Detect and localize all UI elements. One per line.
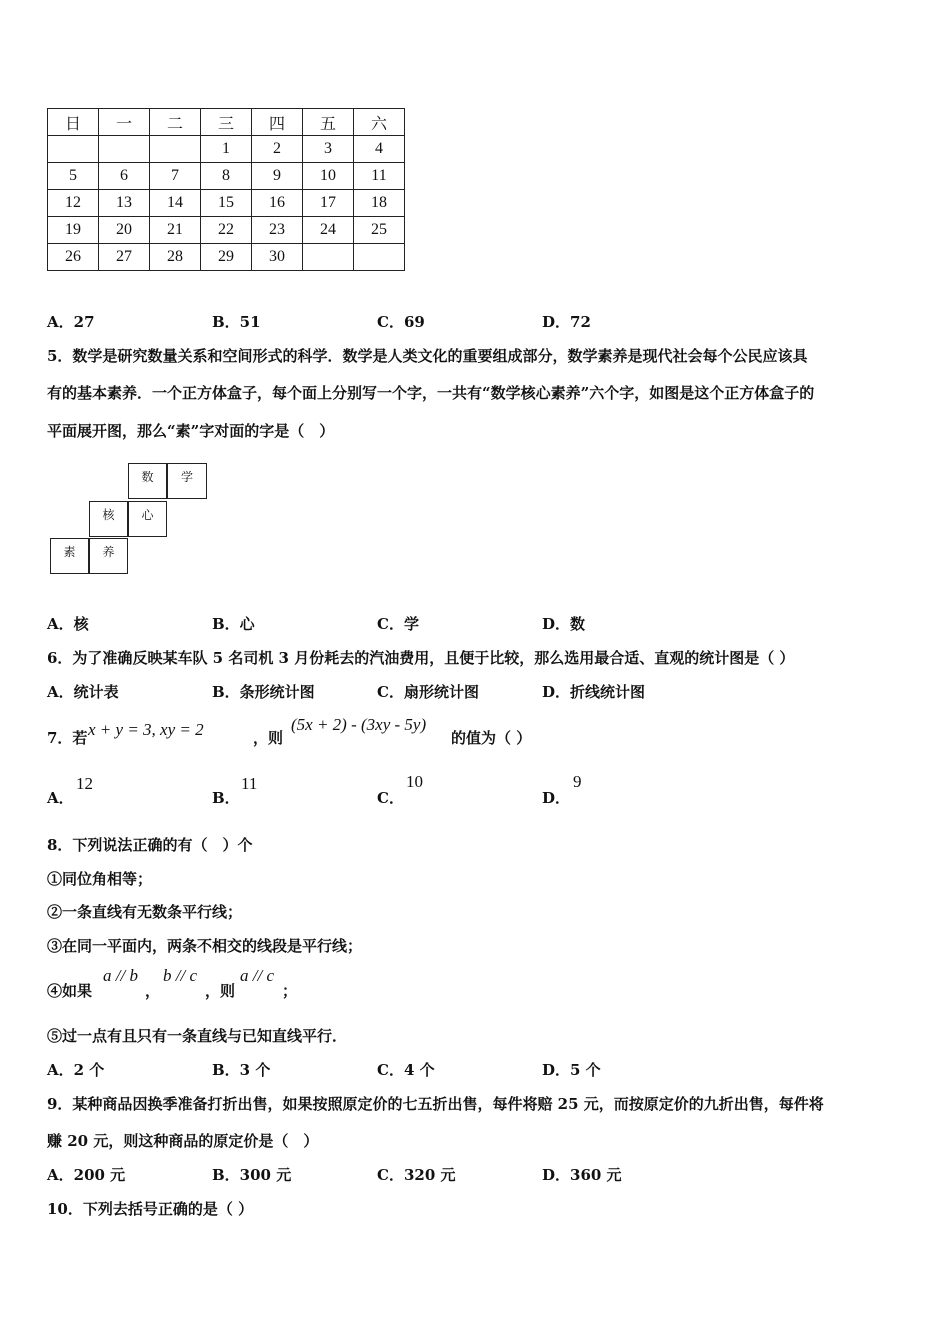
net-face: 数 [128,463,167,499]
q7-option-c-value: 10 [406,772,423,791]
calendar-cell: 14 [150,190,201,217]
calendar-row [48,244,405,271]
calendar-cell: 29 [201,244,252,271]
q7-mid: ，则 [253,729,284,747]
q4-option-a: A．27 [47,313,95,331]
q9-option-c: C．320 元 [377,1166,456,1184]
q8-statement-1: ①同位角相等； [47,870,153,888]
calendar-cell: 23 [252,217,303,244]
calendar-cell: 30 [252,244,303,271]
calendar-cell: 3 [303,136,354,163]
calendar-cell: 11 [354,163,405,190]
calendar-cell [150,136,201,163]
q7-suffix: 的值为（ ） [451,729,532,747]
q8-statement-4-end: ； [282,982,298,1000]
calendar-cell: 20 [99,217,150,244]
calendar-cell: 17 [303,190,354,217]
q9-line-2: 赚 20 元，则这种商品的原定价是（ ） [47,1132,319,1150]
q5-option-c: C．学 [377,615,419,633]
calendar-row [48,163,405,190]
q7-option-a-value: 12 [76,774,93,793]
q7-condition: x + y = 3, xy = 2 [88,720,204,739]
q8-title: 8．下列说法正确的有（ ）个 [47,836,253,854]
q6-option-a: A．统计表 [47,683,119,701]
q8-statement-4-comma: ， [145,982,161,1000]
net-face: 核 [89,501,128,537]
calendar-cell: 24 [303,217,354,244]
calendar-cell: 12 [48,190,99,217]
calendar-cell: 15 [201,190,252,217]
q8-option-b: B．3 个 [212,1061,271,1079]
calendar-header-cell: 日 [48,109,99,136]
calendar-header-cell: 五 [303,109,354,136]
q7-option-b-label: B． [212,789,240,807]
q8-statement-4-math-3: a // c [240,966,274,985]
calendar-cell: 13 [99,190,150,217]
q7-expression: (5x + 2) - (3xy - 5y) [291,715,427,734]
q7-option-d-value: 9 [573,772,582,791]
net-face: 心 [128,501,167,537]
q5-line-2: 有的基本素养．一个正方体盒子，每个面上分别写一个字，一共有“数学核心素养”六个字，如图是这个正方体盒子的 [47,384,815,402]
calendar-cell: 27 [99,244,150,271]
q4-option-d: D．72 [542,313,591,331]
q8-statement-4-math-2: b // c [163,966,197,985]
q10-text: 10．下列去括号正确的是（ ） [47,1200,254,1218]
net-face: 学 [167,463,207,499]
net-face: 养 [89,538,128,574]
calendar-cell: 2 [252,136,303,163]
q8-statement-4-math-1: a // b [103,966,138,985]
calendar-header-row [48,109,405,136]
q5-option-a: A．核 [47,615,89,633]
calendar-cell: 5 [48,163,99,190]
q8-statement-5: ⑤过一点有且只有一条直线与已知直线平行． [47,1027,348,1045]
q8-statement-3: ③在同一平面内，两条不相交的线段是平行线； [47,937,363,955]
q5-line-1: 5．数学是研究数量关系和空间形式的科学．数学是人类文化的重要组成部分，数学素养是现代社会每个公民应该具 [47,347,808,365]
q8-statement-4-prefix: ④如果 [47,982,93,1000]
calendar-header-cell: 三 [201,109,252,136]
calendar-cell [48,136,99,163]
calendar-cell [99,136,150,163]
calendar-row [48,190,405,217]
calendar-cell: 28 [150,244,201,271]
q8-statement-4-then: ，则 [205,982,236,1000]
calendar-cell: 22 [201,217,252,244]
calendar-cell: 18 [354,190,405,217]
calendar-header-cell: 四 [252,109,303,136]
q9-option-a: A．200 元 [47,1166,126,1184]
q8-option-c: C．4 个 [377,1061,435,1079]
q7-option-d-label: D． [542,789,571,807]
calendar-cell: 6 [99,163,150,190]
calendar-header-cell: 一 [99,109,150,136]
q5-option-d: D．数 [542,615,586,633]
calendar-header-cell: 二 [150,109,201,136]
calendar-cell [303,244,354,271]
calendar-header-cell: 六 [354,109,405,136]
calendar-cell: 19 [48,217,99,244]
q5-line-3: 平面展开图，那么“素”字对面的字是（ ） [47,422,335,440]
calendar-cell: 26 [48,244,99,271]
calendar-row [48,217,405,244]
q5-option-b: B．心 [212,615,255,633]
calendar-cell [354,244,405,271]
q6-text: 6．为了准确反映某车队 5 名司机 3 月份耗去的汽油费用，且便于比较，那么选用最合适、直观的统计图是（ ） [47,649,795,667]
q7-option-c-label: C． [377,789,404,807]
q8-statement-2: ②一条直线有无数条平行线； [47,903,243,921]
q8-option-a: A．2 个 [47,1061,105,1079]
q7-prefix: 7．若 [47,729,88,747]
q6-option-d: D．折线统计图 [542,683,646,701]
calendar-cell: 1 [201,136,252,163]
q6-option-b: B．条形统计图 [212,683,315,701]
calendar-row [48,136,405,163]
q7-option-a-label: A． [47,789,74,807]
q9-line-1: 9．某种商品因换季准备打折出售，如果按照原定价的七五折出售，每件将赔 25 元，而按原定价的九折出售，每件将 [47,1095,824,1113]
calendar-table [47,108,405,271]
calendar-cell: 10 [303,163,354,190]
q9-option-b: B．300 元 [212,1166,292,1184]
calendar-cell: 16 [252,190,303,217]
net-face: 素 [50,538,89,574]
q4-option-c: C．69 [377,313,425,331]
q4-option-b: B．51 [212,313,261,331]
calendar-cell: 4 [354,136,405,163]
q7-option-b-value: 11 [241,774,258,793]
q9-option-d: D．360 元 [542,1166,622,1184]
calendar-cell: 25 [354,217,405,244]
q6-option-c: C．扇形统计图 [377,683,479,701]
calendar-cell: 7 [150,163,201,190]
q8-option-d: D．5 个 [542,1061,601,1079]
calendar-cell: 8 [201,163,252,190]
calendar-cell: 21 [150,217,201,244]
calendar-cell: 9 [252,163,303,190]
